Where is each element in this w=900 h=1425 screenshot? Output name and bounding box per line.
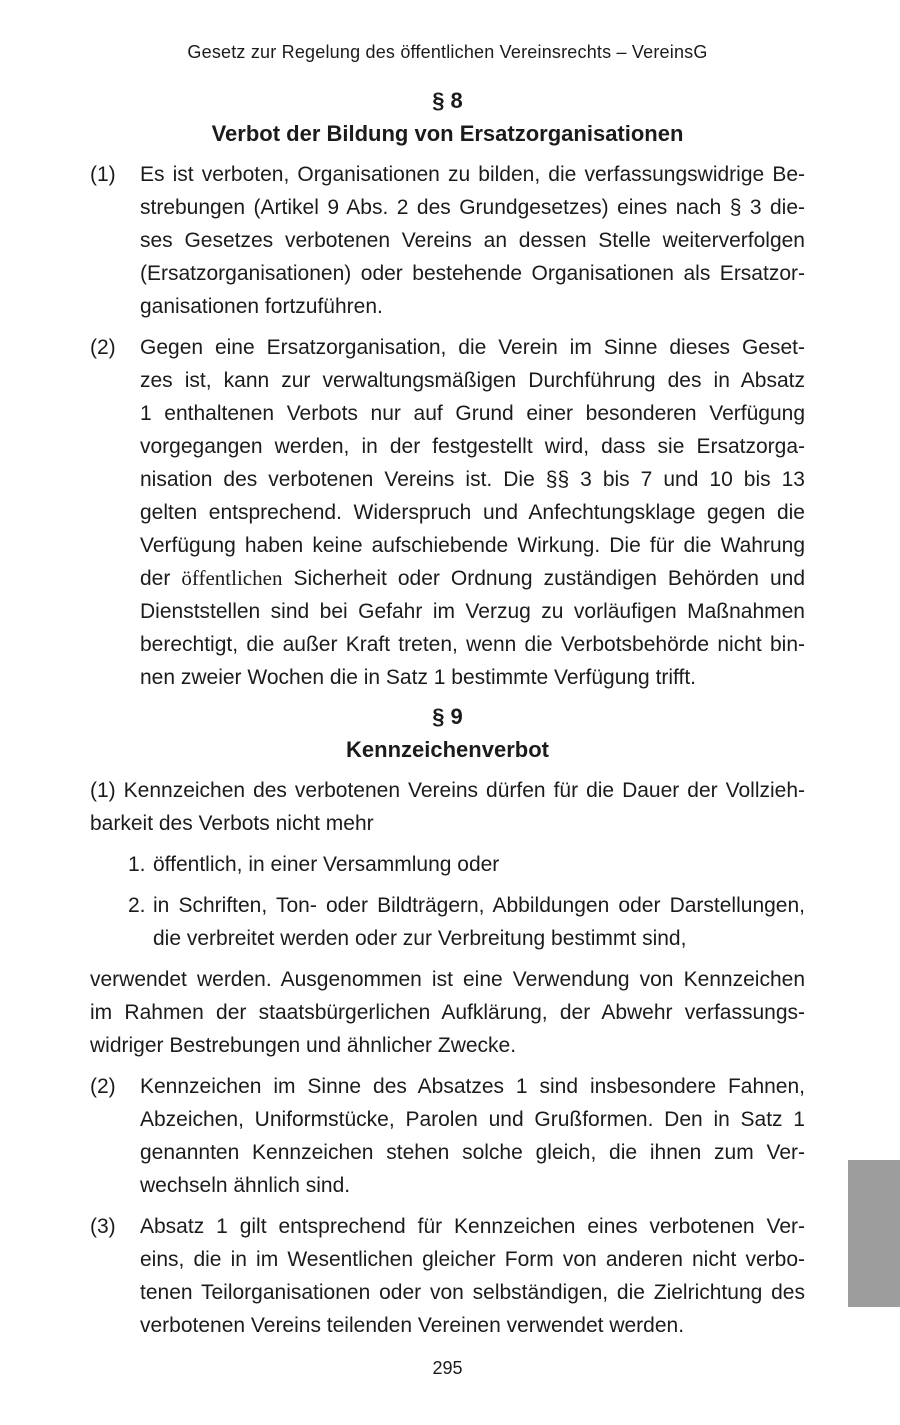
list-item (128, 848, 805, 881)
text-fragment: der (140, 567, 182, 590)
text-line: wechseln ähnlich sind. (140, 1174, 351, 1197)
text-line: berechtigt, die außer Kraft treten, wenn die Verbotsbehörde nicht bin- (140, 633, 805, 656)
text-line: genannten Kennzeichen stehen solche gleich, die ihnen zum Ver- (140, 1141, 805, 1164)
paragraph (90, 331, 805, 694)
paragraph (90, 963, 805, 1062)
text-line: nisation des verbotenen Vereins ist. Die §§ 3 bis 7 und 10 bis 13 (140, 468, 805, 491)
page-number: 295 (432, 1358, 463, 1378)
list-item-number: 1. (128, 853, 146, 876)
text-line: eins, die in im Wesentlichen gleicher Form von anderen nicht verbo- (140, 1248, 805, 1271)
text-line: barkeit des Verbots nicht mehr (90, 812, 374, 835)
paragraph-lines (153, 889, 805, 955)
paragraph-lines (90, 774, 805, 840)
text-fragment: Sicherheit oder Ordnung zuständigen Behörden und (282, 567, 806, 590)
section-title: Verbot der Bildung von Ersatzorganisationen (211, 121, 684, 146)
serif-word: öffentlichen (181, 566, 283, 590)
text-line: Dienststellen sind bei Gefahr im Verzug zu vorläufigen Maßnahmen (140, 600, 805, 623)
text-line (140, 562, 805, 595)
paragraph-lines (140, 1210, 805, 1342)
text-line: im Rahmen der staatsbürgerlichen Aufklärung, der Abwehr verfassungs- (90, 1001, 805, 1024)
list-item-number: 2. (128, 894, 146, 917)
text-line: (1) Kennzeichen des verbotenen Vereins dürfen für die Dauer der Vollzieh- (90, 779, 805, 802)
text-line: Absatz 1 gilt entsprechend für Kennzeichen eines verbotenen Ver- (140, 1215, 805, 1238)
thumb-index-tab (848, 1160, 900, 1307)
paragraph (90, 158, 805, 323)
paragraph-lines (140, 158, 805, 323)
paragraph-number: (2) (90, 336, 116, 359)
text-line: ses Gesetzes verbotenen Vereins an dessen Stelle weiterverfolgen (140, 229, 805, 252)
section-number: § 9 (432, 704, 463, 729)
running-header: Gesetz zur Regelung des öffentlichen Vereinsrechts – VereinsG (187, 42, 708, 62)
text-line: verwendet werden. Ausgenommen ist eine Verwendung von Kennzeichen (90, 968, 805, 991)
text-line: Es ist verboten, Organisationen zu bilden, die verfassungswidrige Be- (140, 163, 805, 186)
text-line: verbotenen Vereins teilenden Vereinen verwendet werden. (140, 1314, 685, 1337)
text-line: ganisationen fortzuführen. (140, 295, 383, 318)
text-line: die verbreitet werden oder zur Verbreitung bestimmt sind, (153, 927, 687, 950)
text-line: zes ist, kann zur verwaltungsmäßigen Durchführung des in Absatz (140, 369, 805, 392)
paragraph-lines (153, 848, 805, 881)
paragraph (90, 1070, 805, 1202)
paragraph (90, 774, 805, 840)
paragraph-number: (1) (90, 163, 116, 186)
section-title: Kennzeichenverbot (346, 737, 549, 762)
paragraph (90, 1210, 805, 1342)
text-line: Gegen eine Ersatzorganisation, die Verein im Sinne dieses Geset- (140, 336, 805, 359)
text-line: Abzeichen, Uniformstücke, Parolen und Grußformen. Den in Satz 1 (140, 1108, 805, 1131)
text-line: Verfügung haben keine aufschiebende Wirkung. Die für die Wahrung (140, 534, 805, 557)
text-line: Kennzeichen im Sinne des Absatzes 1 sind insbesondere Fahnen, (140, 1075, 805, 1098)
text-line: tenen Teilorganisationen oder von selbständigen, die Zielrichtung des (140, 1281, 805, 1304)
paragraph-number: (2) (90, 1075, 116, 1098)
text-line: (Ersatzorganisationen) oder bestehende Organisationen als Ersatzor- (140, 262, 805, 285)
law-section (90, 700, 805, 1342)
list-item (128, 889, 805, 955)
law-section (90, 84, 805, 694)
section-number: § 8 (432, 88, 463, 113)
document-body (90, 84, 805, 1342)
text-line: vorgegangen werden, in der festgestellt wird, dass sie Ersatzorga- (140, 435, 805, 458)
paragraph-lines (140, 1070, 805, 1202)
text-line: strebungen (Artikel 9 Abs. 2 des Grundgesetzes) eines nach § 3 die- (140, 196, 805, 219)
text-line: in Schriften, Ton- oder Bildträgern, Abbildungen oder Darstellungen, (153, 894, 805, 917)
paragraph-lines (140, 331, 805, 694)
text-line: widriger Bestrebungen und ähnlicher Zwecke. (90, 1034, 517, 1057)
text-line: 1 enthaltenen Verbots nur auf Grund einer besonderen Verfügung (140, 402, 805, 425)
paragraph-number: (3) (90, 1215, 116, 1238)
text-line: öffentlich, in einer Versammlung oder (153, 853, 500, 876)
text-line: gelten entsprechend. Widerspruch und Anfechtungsklage gegen die (140, 501, 805, 524)
paragraph-lines (90, 963, 805, 1062)
text-line: nen zweier Wochen die in Satz 1 bestimmte Verfügung trifft. (140, 666, 697, 689)
